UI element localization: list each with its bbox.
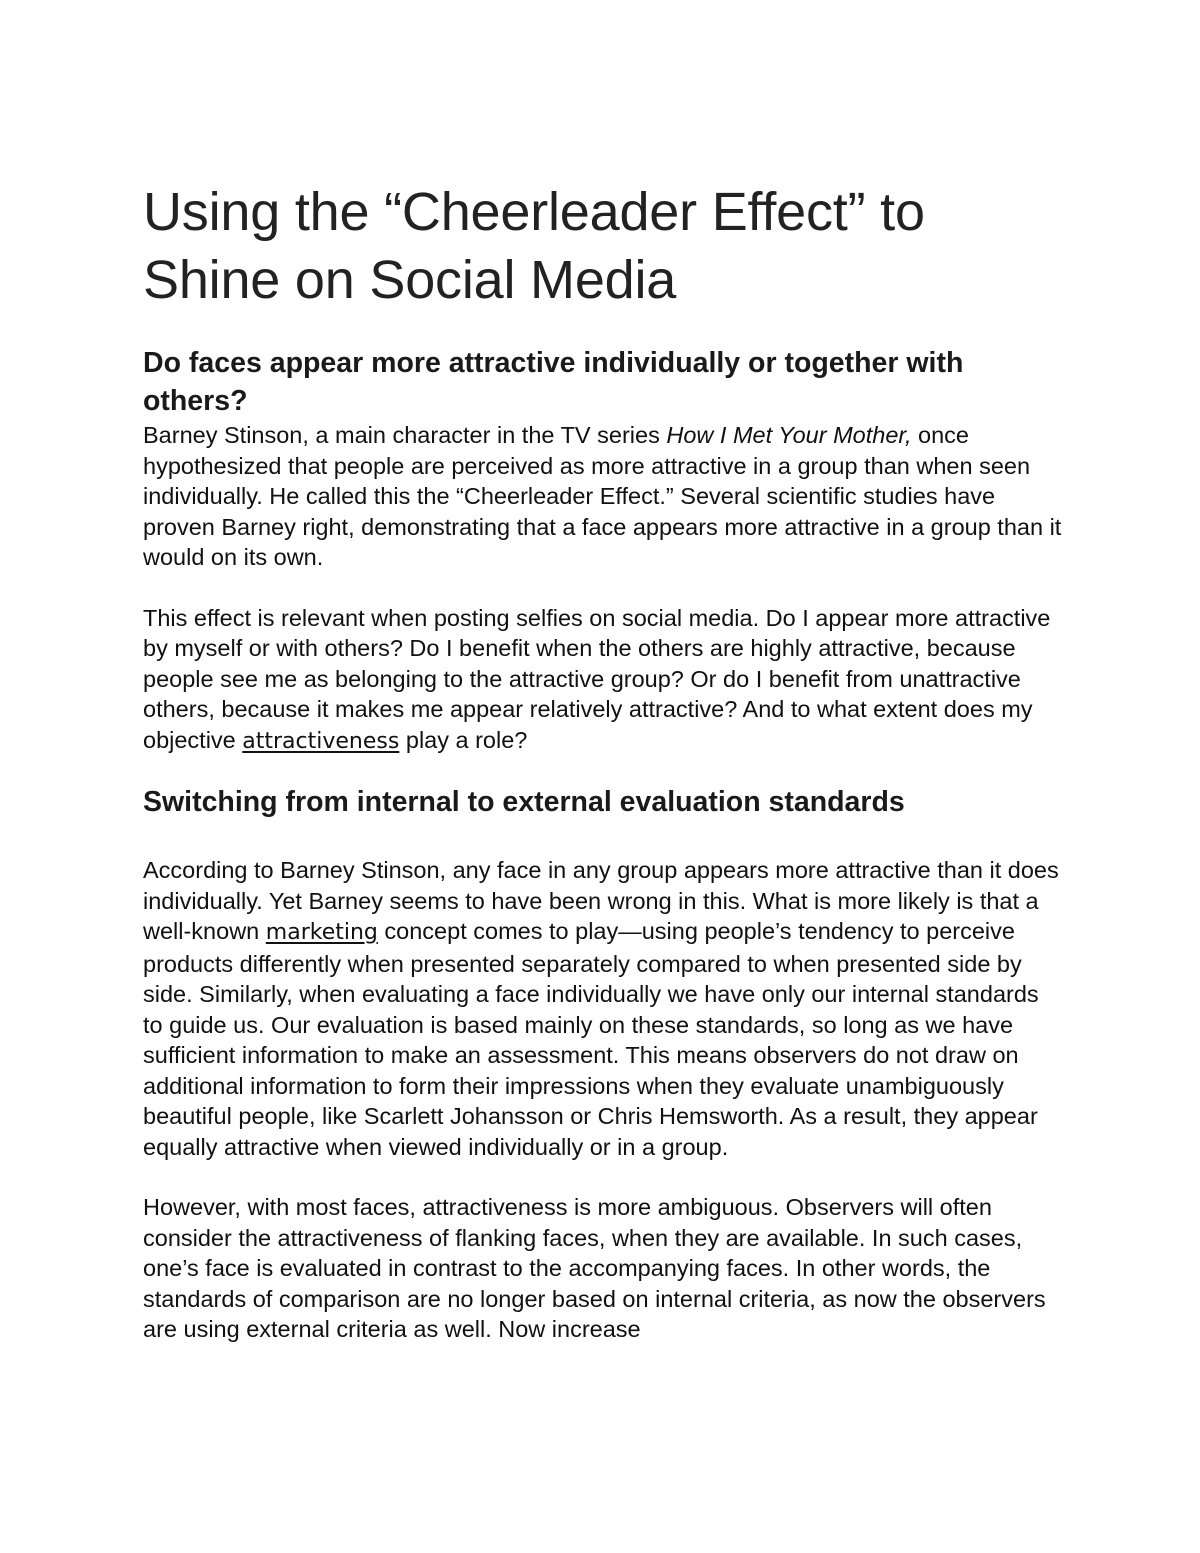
paragraph-text: once hypothesized that people are perceived as more attractive in a group than when seen individually. He called this the “Cheerleader Effect.” Several scientific studies have proven Barney right, demonstrating that a face appears more attractive in a group than it would on its own. — [143, 422, 1062, 570]
document-page — [143, 178, 1063, 1345]
section-heading-faces: Do faces appear more attractive individually or together with others? — [143, 347, 964, 417]
paragraph-selfies — [143, 603, 1063, 758]
paragraph-external-criteria: However, with most faces, attractiveness is more ambiguous. Observers will often consider the attractiveness of flanking faces, when they are available. In such cases, one’s face is evaluated in contrast to the accompanying faces. In other words, the standards of comparison are no longer based on internal criteria, as now the observers are using external criteria as well. Now increase — [143, 1194, 1046, 1342]
paragraph-text: play a role? — [399, 726, 528, 753]
italic-show-title: How I Met Your Mother, — [666, 422, 912, 448]
paragraph-barney-stinson — [143, 420, 1063, 573]
paragraph-text: concept comes to play—using people’s tendency to perceive products differently when presented separately compared to when presented side by side. Similarly, when evaluating a face individually we have only our internal standards to guide us. Our evaluation is based mainly on these standards, so long as we have sufficient information to make an assessment. This means observers do not draw on additional information to form their impressions when they evaluate unambiguously beautiful people, like Scarlett Johansson or Chris Hemsworth. As a result, they appear equally attractive when viewed individually or in a group. — [143, 918, 1039, 1160]
attractiveness-link[interactable]: attractiveness — [242, 728, 400, 754]
marketing-link[interactable]: marketing — [265, 920, 378, 945]
paragraph-internal-standards — [143, 855, 1063, 1162]
document-title — [143, 178, 1063, 314]
document-title-text: Using the “Cheerleader Effect” to Shine on Social Media — [143, 182, 925, 310]
paragraph-text: This effect is relevant when posting selfies on social media. Do I appear more attractive by myself or with others? Do I benefit when the others are highly attractive, because people see me as belonging to the attractive group? Or do I benefit from unattractive others, because it makes me appear relatively attractive? And to what extent does my objective — [143, 604, 1051, 753]
section-heading-evaluation-standards: Switching from internal to external evaluation standards — [143, 786, 905, 818]
paragraph-text: According to Barney Stinson, any face in any group appears more attractive than it does individually. Yet Barney seems to have been wrong in this. What is more likely is that a well-known — [143, 857, 1059, 944]
paragraph-text: Barney Stinson, a main character in the TV series — [143, 422, 667, 448]
